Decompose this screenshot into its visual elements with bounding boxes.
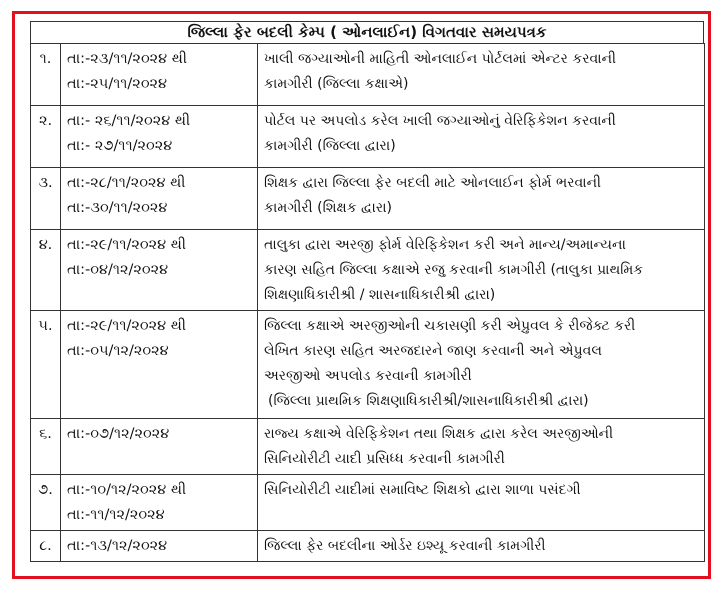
description-line: જિલ્લા ફેર બદલીના ઓર્ડર ઇશ્યૂ કરવાની કામગીરી — [264, 538, 546, 554]
date-line: તા:-૧૧/૧૨/૨૦૨૪ — [67, 507, 165, 523]
schedule-row — [31, 106, 705, 168]
row-number: ૨. — [31, 106, 61, 168]
task-description-cell — [258, 106, 705, 168]
row-number: ૧. — [31, 44, 61, 106]
schedule-row — [31, 475, 705, 531]
description-line: કામગીરી (જિલ્લા દ્વારા) — [264, 138, 396, 154]
row-number: ૫. — [31, 311, 61, 419]
schedule-row — [31, 230, 705, 311]
task-description-cell — [258, 168, 705, 230]
schedule-title: જિલ્લા ફેર બદલી કેમ્પ ( ઓનલાઈન) વિગતવાર સમયપત્રક — [30, 21, 704, 43]
row-number: ૬. — [31, 419, 61, 475]
schedule-row — [31, 44, 705, 106]
description-line: કારણ સહિત જિલ્લા કક્ષાએ રજુ કરવાની કામગીરી (તાલુકા પ્રાથમિક — [264, 262, 644, 278]
date-line: તા:-૦૭/૧૨/૨૦૨૪ — [67, 426, 170, 442]
row-number: ૮. — [31, 531, 61, 562]
date-line: તા:-૨૮/૧૧/૨૦૨૪ થી — [67, 175, 186, 191]
date-range-cell — [61, 419, 258, 475]
date-line: તા:-૩૦/૧૧/૨૦૨૪ — [67, 200, 168, 216]
description-line: લેખિત કારણ સહિત અરજદારને જાણ કરવાની અને એપ્રુવલ — [264, 343, 602, 359]
date-line: તા:-૦૪/૧૨/૨૦૨૪ — [67, 262, 169, 278]
date-line: તા:-૨૩/૧૧/૨૦૨૪ થી — [67, 51, 188, 67]
date-range-cell — [61, 168, 258, 230]
date-line: તા:-૧૦/૧૨/૨૦૨૪ થી — [67, 482, 187, 498]
date-line: તા:- ૨૬/૧૧/૨૦૨૪ થી — [67, 113, 191, 129]
task-description-cell — [258, 475, 705, 531]
date-line: તા:- ૨૭/૧૧/૨૦૨૪ — [67, 138, 173, 154]
date-range-cell — [61, 230, 258, 311]
description-line: શિક્ષણાધિકારીશ્રી / શાસનાધિકારીશ્રી દ્વારા) — [264, 287, 496, 303]
schedule-row — [31, 531, 705, 562]
description-line: જિલ્લા કક્ષાએ અરજીઓની ચકાસણી કરી એપ્રુવલ કે રીજેક્ટ કરી — [264, 318, 636, 334]
description-line: શિક્ષક દ્વારા જિલ્લા ફેર બદલી માટે ઓનલાઈન ફોર્મ ભરવાની — [264, 175, 602, 191]
task-description-cell — [258, 230, 705, 311]
row-number: ૪. — [31, 230, 61, 311]
task-description-cell — [258, 419, 705, 475]
schedule-row — [31, 419, 705, 475]
date-range-cell — [61, 311, 258, 419]
description-line: સિનિયોરીટી યાદી પ્રસિધ્ધ કરવાની કામગીરી — [264, 451, 505, 467]
description-line: (જિલ્લા પ્રાથમિક શિક્ષણાધિકારીશ્રી/શાસનાધિકારીશ્રી દ્વારા) — [268, 393, 589, 409]
task-description-cell — [258, 44, 705, 106]
date-line: તા:-૨૫/૧૧/૨૦૨૪ — [67, 76, 168, 92]
date-line: તા:-૦૫/૧૨/૨૦૨૪ — [67, 343, 169, 359]
row-number: ૭. — [31, 475, 61, 531]
description-line: તાલુકા દ્વારા અરજી ફોર્મ વેરિફિકેશન કરી અને માન્ય/અમાન્યના — [264, 237, 626, 253]
date-range-cell — [61, 531, 258, 562]
task-description-cell — [258, 531, 705, 562]
task-description-cell — [258, 311, 705, 419]
date-range-cell — [61, 475, 258, 531]
date-line: તા:-૨૯/૧૧/૨૦૨૪ થી — [67, 237, 186, 253]
description-line: ખાલી જગ્યાઓની માહિતી ઓનલાઈન પોર્ટલમાં એન્ટર કરવાની — [264, 51, 617, 67]
schedule-row — [31, 311, 705, 419]
row-number: ૩. — [31, 168, 61, 230]
date-line: તા:-૧૩/૧૨/૨૦૨૪ — [67, 538, 168, 554]
date-range-cell — [61, 44, 258, 106]
description-line: કામગીરી (જિલ્લા કક્ષાએ) — [264, 76, 409, 92]
description-line: પોર્ટલ પર અપલોડ કરેલ ખાલી જગ્યાઓનું વેરિફિકેશન કરવાની — [264, 113, 616, 129]
schedule-table — [30, 43, 705, 562]
date-range-cell — [61, 106, 258, 168]
description-line: કામગીરી (શિક્ષક દ્વારા) — [264, 200, 392, 216]
description-line: અરજીઓ અપલોડ કરવાની કામગીરી — [264, 368, 472, 384]
description-line: સિનિયોરીટી યાદીમાં સમાવિષ્ટ શિક્ષકો દ્વારા શાળા પસંદગી — [264, 482, 581, 498]
description-line: રાજ્ય કક્ષાએ વેરિફિકેશન તથા શિક્ષક દ્વારા કરેલ અરજીઓની — [264, 426, 614, 442]
date-line: તા:-૨૯/૧૧/૨૦૨૪ થી — [67, 318, 186, 334]
schedule-row — [31, 168, 705, 230]
